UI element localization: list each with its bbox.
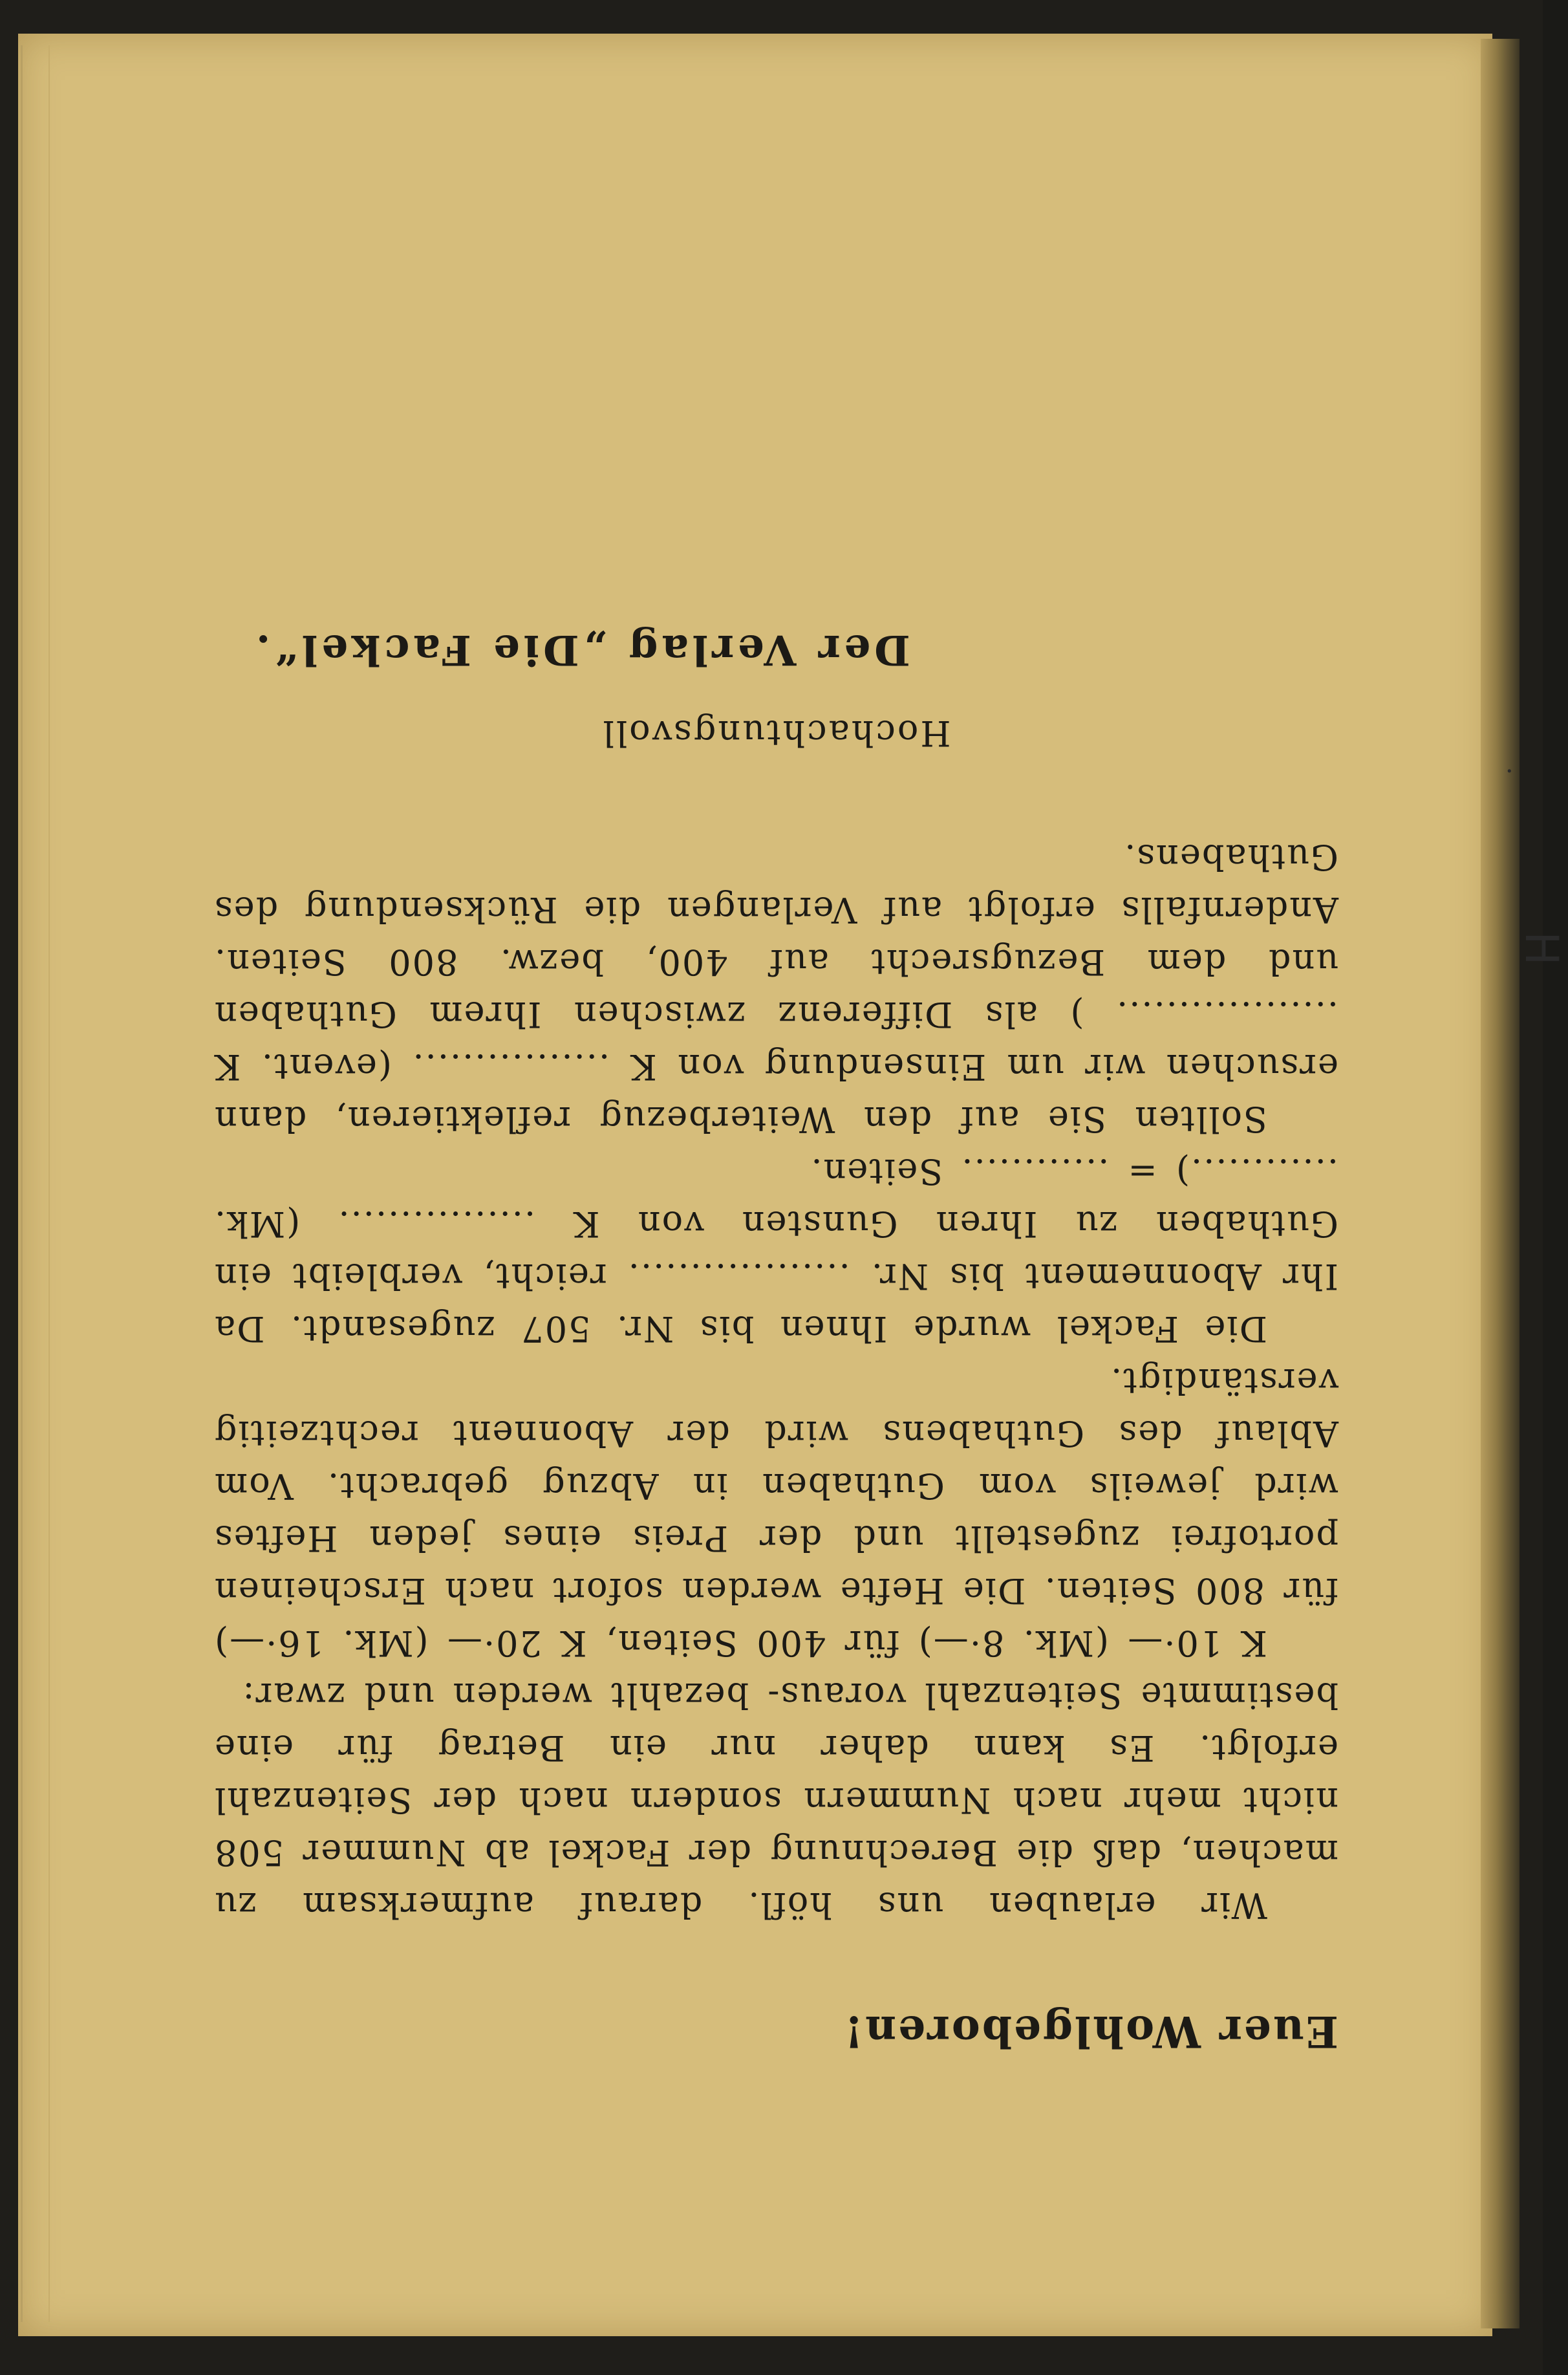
text-line: zu Ihren Gunsten von K ................ (Mk. ............) = ............ Seiten. (213, 1151, 1338, 1244)
text-line: portofrei zugestellt und der Preis eines jeden Heftes wird (213, 1465, 1338, 1559)
text-line: daß die Berechnung der Fackel ab Nummer 508 nicht mehr (213, 1779, 1338, 1873)
signature: Der Verlag „Die Fackel“. (252, 625, 910, 674)
page-stack-edge (21, 45, 50, 2322)
letter-content (213, 492, 1338, 2057)
book-gutter (1481, 39, 1520, 2328)
salutation: Euer Wohlgeboren! (843, 2006, 1338, 2057)
text-line: Die Fackel wurde Ihnen bis Nr. 507 zugesandt. Da Ihr (213, 1255, 1338, 1349)
paragraph-3 (213, 1145, 1338, 1355)
text-line: Abonnement bis Nr. .................. reicht, verbleibt ein Guthaben (213, 1203, 1338, 1297)
text-line: für 800 Seiten. Die Hefte werden sofort nach Erscheinen (213, 1570, 1338, 1611)
text-line: Sollten Sie auf den Weiterbezug reflektieren, dann (213, 1098, 1267, 1140)
text-line: Wir erlauben uns höfl. darauf aufmerksam zu machen, (213, 1832, 1338, 1925)
pencil-mark: H (1515, 931, 1568, 966)
margin-dot: · (1505, 757, 1514, 786)
text-line: die Rücksendung des Guthabens. (213, 836, 1338, 930)
text-line: Guthabens wird der Abonnent rechtzeitig verständigt. (213, 1360, 1338, 1454)
text-line: nach Nummern sondern nach der Seitenzahl erfolgt. Es kann (213, 1727, 1338, 1821)
text-line: jeweils vom Guthaben in Abzug gebracht. Vom Ablauf des (213, 1413, 1338, 1506)
text-line: daher nur ein Betrag für eine bestimmte Seitenzahl voraus- (213, 1675, 1338, 1768)
text-line: als Differenz zwischen Ihrem Guthaben und dem Bezugsrecht (213, 941, 1338, 1035)
text-line: auf 400, bezw. 800 Seiten. Andernfalls erfolgt auf Verlangen (213, 889, 1338, 982)
paragraph-2 (213, 1355, 1338, 1669)
paragraph-4 (213, 831, 1338, 1145)
letter-body (213, 831, 1338, 1931)
paragraph-1 (213, 1669, 1338, 1931)
text-line: bezahlt werden und zwar: (241, 1675, 749, 1716)
closing: Hochachtungsvoll (601, 712, 951, 754)
text-line: ersuchen wir um Einsendung von K ................ (event. K .................. ) (213, 993, 1338, 1087)
text-line: K 10·— (Mk. 8·—) für 400 Seiten, K 20·— (Mk. 16·—) (213, 1622, 1267, 1664)
